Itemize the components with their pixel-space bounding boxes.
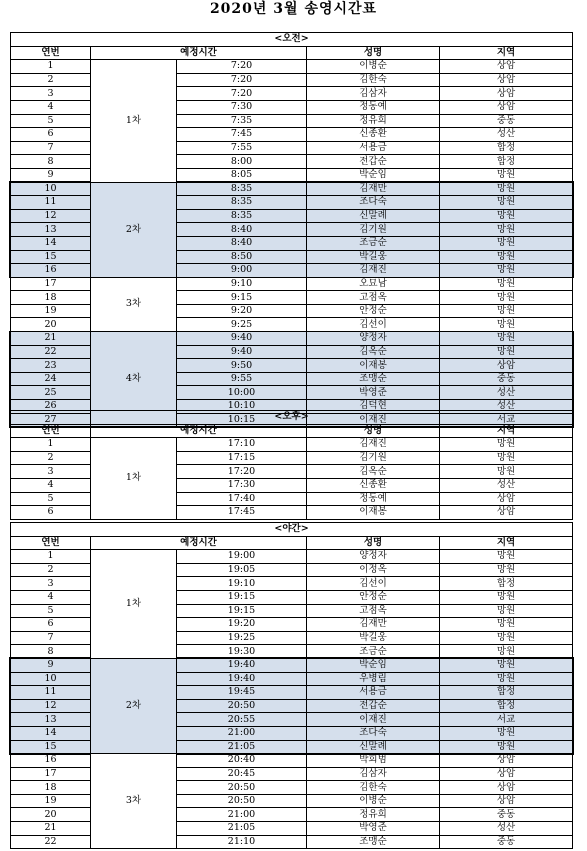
row-number: 14 <box>11 726 91 740</box>
person-name: 김재진 <box>307 264 440 278</box>
person-name: 박순임 <box>307 168 440 182</box>
person-name: 안정순 <box>307 590 440 604</box>
person-name: 김옥순 <box>307 465 440 479</box>
row-number: 6 <box>11 506 91 520</box>
table-row <box>11 332 573 346</box>
region: 서교 <box>440 413 573 427</box>
row-number: 5 <box>11 604 91 618</box>
row-number: 23 <box>11 359 91 373</box>
section-label: <오전> <box>11 33 573 47</box>
scheduled-time: 9:40 <box>177 345 307 359</box>
person-name: 이병순 <box>307 60 440 74</box>
region: 성산 <box>440 400 573 414</box>
table-row <box>11 277 573 291</box>
header-no: 연번 <box>11 46 91 60</box>
region: 성산 <box>440 386 573 400</box>
row-number: 15 <box>11 250 91 264</box>
group-label: 2차 <box>91 658 177 753</box>
person-name: 이병순 <box>307 794 440 808</box>
table-row <box>11 438 573 452</box>
scheduled-time: 17:10 <box>177 438 307 452</box>
scheduled-time: 20:40 <box>177 754 307 768</box>
person-name: 김덕현 <box>307 400 440 414</box>
row-number: 15 <box>11 740 91 754</box>
region: 망원 <box>440 332 573 346</box>
region: 망원 <box>440 209 573 223</box>
region: 망원 <box>440 590 573 604</box>
region: 상암 <box>440 754 573 768</box>
region: 망원 <box>440 672 573 686</box>
row-number: 10 <box>11 182 91 196</box>
scheduled-time: 21:00 <box>177 726 307 740</box>
person-name: 조금순 <box>307 645 440 659</box>
region: 망원 <box>440 645 573 659</box>
scheduled-time: 20:45 <box>177 767 307 781</box>
person-name: 이재봉 <box>307 359 440 373</box>
section-label: <오후> <box>11 411 573 425</box>
region: 망원 <box>440 563 573 577</box>
scheduled-time: 20:50 <box>177 699 307 713</box>
row-number: 20 <box>11 808 91 822</box>
group-label: 3차 <box>91 277 177 331</box>
person-name: 오묘남 <box>307 277 440 291</box>
region: 망원 <box>440 236 573 250</box>
scheduled-time: 9:10 <box>177 277 307 291</box>
scheduled-time: 8:40 <box>177 223 307 237</box>
scheduled-time: 7:45 <box>177 128 307 142</box>
scheduled-time: 19:40 <box>177 658 307 672</box>
table-row <box>11 550 573 564</box>
scheduled-time: 9:55 <box>177 372 307 386</box>
region: 망원 <box>440 304 573 318</box>
header-no: 연번 <box>11 424 91 438</box>
header-region: 지역 <box>440 46 573 60</box>
scheduled-time: 8:40 <box>177 236 307 250</box>
person-name: 정동예 <box>307 100 440 114</box>
scheduled-time: 8:00 <box>177 155 307 169</box>
row-number: 5 <box>11 114 91 128</box>
scheduled-time: 8:05 <box>177 168 307 182</box>
region: 합정 <box>440 577 573 591</box>
person-name: 김한숙 <box>307 781 440 795</box>
region: 중동 <box>440 114 573 128</box>
person-name: 조금순 <box>307 236 440 250</box>
row-number: 20 <box>11 318 91 332</box>
scheduled-time: 9:15 <box>177 291 307 305</box>
region: 상암 <box>440 781 573 795</box>
row-number: 5 <box>11 492 91 506</box>
region: 망원 <box>440 277 573 291</box>
region: 망원 <box>440 550 573 564</box>
region: 합정 <box>440 699 573 713</box>
row-number: 18 <box>11 291 91 305</box>
scheduled-time: 7:35 <box>177 114 307 128</box>
region: 합정 <box>440 155 573 169</box>
person-name: 정유희 <box>307 114 440 128</box>
region: 상암 <box>440 506 573 520</box>
page-title: 2020년 3월 송영시간표 <box>209 1 378 17</box>
region: 상암 <box>440 359 573 373</box>
row-number: 2 <box>11 451 91 465</box>
person-name: 조맹순 <box>307 835 440 849</box>
person-name: 정유희 <box>307 808 440 822</box>
row-number: 4 <box>11 100 91 114</box>
region: 망원 <box>440 318 573 332</box>
region: 성산 <box>440 478 573 492</box>
table-row <box>11 182 573 196</box>
row-number: 16 <box>11 754 91 768</box>
region: 상암 <box>440 767 573 781</box>
person-name: 김재만 <box>307 618 440 632</box>
row-number: 21 <box>11 332 91 346</box>
group-label: 3차 <box>91 754 177 849</box>
column-header-row <box>11 536 573 550</box>
person-name: 김기원 <box>307 451 440 465</box>
person-name: 전갑순 <box>307 155 440 169</box>
person-name: 박길웅 <box>307 250 440 264</box>
person-name: 고점옥 <box>307 604 440 618</box>
region: 망원 <box>440 465 573 479</box>
row-number: 9 <box>11 168 91 182</box>
row-number: 18 <box>11 781 91 795</box>
scheduled-time: 19:20 <box>177 618 307 632</box>
row-number: 13 <box>11 713 91 727</box>
region: 중동 <box>440 835 573 849</box>
scheduled-time: 8:50 <box>177 250 307 264</box>
person-name: 고점옥 <box>307 291 440 305</box>
region: 망원 <box>440 658 573 672</box>
scheduled-time: 19:00 <box>177 550 307 564</box>
scheduled-time: 9:50 <box>177 359 307 373</box>
region: 상암 <box>440 100 573 114</box>
person-name: 안정순 <box>307 304 440 318</box>
section-header-row <box>11 33 573 47</box>
table-row <box>11 658 573 672</box>
region: 망원 <box>440 182 573 196</box>
row-number: 4 <box>11 478 91 492</box>
row-number: 7 <box>11 141 91 155</box>
row-number: 4 <box>11 590 91 604</box>
row-number: 1 <box>11 60 91 74</box>
person-name: 신종환 <box>307 128 440 142</box>
row-number: 7 <box>11 631 91 645</box>
region: 망원 <box>440 451 573 465</box>
region: 망원 <box>440 740 573 754</box>
person-name: 박영준 <box>307 822 440 836</box>
scheduled-time: 21:05 <box>177 740 307 754</box>
row-number: 26 <box>11 400 91 414</box>
person-name: 전갑순 <box>307 699 440 713</box>
person-name: 이정옥 <box>307 563 440 577</box>
section-label: <야간> <box>11 523 573 537</box>
schedule-table <box>10 32 573 427</box>
person-name: 신말례 <box>307 740 440 754</box>
person-name: 박길웅 <box>307 631 440 645</box>
region: 망원 <box>440 631 573 645</box>
scheduled-time: 21:05 <box>177 822 307 836</box>
scheduled-time: 21:00 <box>177 808 307 822</box>
row-number: 1 <box>11 550 91 564</box>
scheduled-time: 19:05 <box>177 563 307 577</box>
row-number: 11 <box>11 196 91 210</box>
region: 망원 <box>440 604 573 618</box>
row-number: 3 <box>11 465 91 479</box>
group-label: 2차 <box>91 182 177 277</box>
row-number: 2 <box>11 73 91 87</box>
row-number: 10 <box>11 672 91 686</box>
person-name: 서용금 <box>307 141 440 155</box>
scheduled-time: 9:40 <box>177 332 307 346</box>
scheduled-time: 9:20 <box>177 304 307 318</box>
person-name: 김한숙 <box>307 73 440 87</box>
region: 중동 <box>440 808 573 822</box>
scheduled-time: 17:20 <box>177 465 307 479</box>
person-name: 신말례 <box>307 209 440 223</box>
schedule-table <box>10 522 573 849</box>
scheduled-time: 17:40 <box>177 492 307 506</box>
scheduled-time: 20:55 <box>177 713 307 727</box>
region: 중동 <box>440 372 573 386</box>
row-number: 12 <box>11 699 91 713</box>
region: 망원 <box>440 291 573 305</box>
scheduled-time: 20:50 <box>177 781 307 795</box>
row-number: 3 <box>11 577 91 591</box>
scheduled-time: 19:25 <box>177 631 307 645</box>
person-name: 김재만 <box>307 182 440 196</box>
row-number: 6 <box>11 618 91 632</box>
region: 망원 <box>440 196 573 210</box>
header-time: 예정시간 <box>91 46 307 60</box>
section-header-row <box>11 523 573 537</box>
region: 망원 <box>440 264 573 278</box>
scheduled-time: 8:35 <box>177 209 307 223</box>
row-number: 13 <box>11 223 91 237</box>
group-label: 1차 <box>91 438 177 520</box>
region: 망원 <box>440 726 573 740</box>
person-name: 서용금 <box>307 686 440 700</box>
scheduled-time: 7:20 <box>177 73 307 87</box>
region: 합정 <box>440 686 573 700</box>
region: 망원 <box>440 223 573 237</box>
row-number: 11 <box>11 686 91 700</box>
region: 성산 <box>440 128 573 142</box>
row-number: 12 <box>11 209 91 223</box>
person-name: 박순임 <box>307 658 440 672</box>
header-region: 지역 <box>440 424 573 438</box>
region: 망원 <box>440 250 573 264</box>
column-header-row <box>11 46 573 60</box>
person-name: 정동예 <box>307 492 440 506</box>
row-number: 3 <box>11 87 91 101</box>
region: 상암 <box>440 73 573 87</box>
region: 상암 <box>440 794 573 808</box>
scheduled-time: 8:35 <box>177 182 307 196</box>
region: 망원 <box>440 438 573 452</box>
row-number: 17 <box>11 767 91 781</box>
row-number: 25 <box>11 386 91 400</box>
person-name: 김기원 <box>307 223 440 237</box>
row-number: 19 <box>11 794 91 808</box>
row-number: 22 <box>11 835 91 849</box>
person-name: 이재진 <box>307 413 440 427</box>
person-name: 김삼자 <box>307 87 440 101</box>
table-row <box>11 754 573 768</box>
header-time: 예정시간 <box>91 536 307 550</box>
scheduled-time: 9:25 <box>177 318 307 332</box>
row-number: 21 <box>11 822 91 836</box>
group-label: 1차 <box>91 60 177 182</box>
person-name: 김옥순 <box>307 345 440 359</box>
person-name: 김삼자 <box>307 767 440 781</box>
scheduled-time: 7:20 <box>177 60 307 74</box>
person-name: 김재진 <box>307 438 440 452</box>
scheduled-time: 19:30 <box>177 645 307 659</box>
scheduled-time: 19:15 <box>177 590 307 604</box>
scheduled-time: 17:30 <box>177 478 307 492</box>
person-name: 박영준 <box>307 386 440 400</box>
person-name: 신종환 <box>307 478 440 492</box>
row-number: 17 <box>11 277 91 291</box>
region: 합정 <box>440 141 573 155</box>
scheduled-time: 17:15 <box>177 451 307 465</box>
row-number: 9 <box>11 658 91 672</box>
row-number: 14 <box>11 236 91 250</box>
region: 망원 <box>440 345 573 359</box>
person-name: 양정자 <box>307 550 440 564</box>
scheduled-time: 19:10 <box>177 577 307 591</box>
row-number: 1 <box>11 438 91 452</box>
row-number: 2 <box>11 563 91 577</box>
schedule-table <box>10 410 573 520</box>
person-name: 이재봉 <box>307 506 440 520</box>
person-name: 조다숙 <box>307 196 440 210</box>
row-number: 16 <box>11 264 91 278</box>
scheduled-time: 17:45 <box>177 506 307 520</box>
header-no: 연번 <box>11 536 91 550</box>
row-number: 22 <box>11 345 91 359</box>
region: 상암 <box>440 60 573 74</box>
person-name: 우병림 <box>307 672 440 686</box>
row-number: 19 <box>11 304 91 318</box>
scheduled-time: 19:40 <box>177 672 307 686</box>
scheduled-time: 8:35 <box>177 196 307 210</box>
row-number: 6 <box>11 128 91 142</box>
region: 망원 <box>440 618 573 632</box>
scheduled-time: 7:55 <box>177 141 307 155</box>
scheduled-time: 7:20 <box>177 87 307 101</box>
scheduled-time: 7:30 <box>177 100 307 114</box>
header-region: 지역 <box>440 536 573 550</box>
column-header-row <box>11 424 573 438</box>
header-time: 예정시간 <box>91 424 307 438</box>
row-number: 24 <box>11 372 91 386</box>
header-name: 성명 <box>307 424 440 438</box>
row-number: 8 <box>11 645 91 659</box>
region: 성산 <box>440 822 573 836</box>
person-name: 김선이 <box>307 577 440 591</box>
person-name: 양정자 <box>307 332 440 346</box>
scheduled-time: 10:00 <box>177 386 307 400</box>
scheduled-time: 10:10 <box>177 400 307 414</box>
scheduled-time: 10:15 <box>177 413 307 427</box>
header-name: 성명 <box>307 536 440 550</box>
person-name: 이재진 <box>307 713 440 727</box>
scheduled-time: 9:00 <box>177 264 307 278</box>
region: 상암 <box>440 87 573 101</box>
header-name: 성명 <box>307 46 440 60</box>
row-number: 8 <box>11 155 91 169</box>
region: 상암 <box>440 492 573 506</box>
scheduled-time: 20:50 <box>177 794 307 808</box>
scheduled-time: 21:10 <box>177 835 307 849</box>
section-header-row <box>11 411 573 425</box>
person-name: 조맹순 <box>307 372 440 386</box>
person-name: 김선이 <box>307 318 440 332</box>
region: 망원 <box>440 168 573 182</box>
group-label: 1차 <box>91 550 177 659</box>
scheduled-time: 19:15 <box>177 604 307 618</box>
person-name: 박희범 <box>307 754 440 768</box>
region: 서교 <box>440 713 573 727</box>
row-number: 27 <box>11 413 91 427</box>
table-row <box>11 60 573 74</box>
person-name: 조다숙 <box>307 726 440 740</box>
group-label: 4차 <box>91 332 177 427</box>
scheduled-time: 19:45 <box>177 686 307 700</box>
